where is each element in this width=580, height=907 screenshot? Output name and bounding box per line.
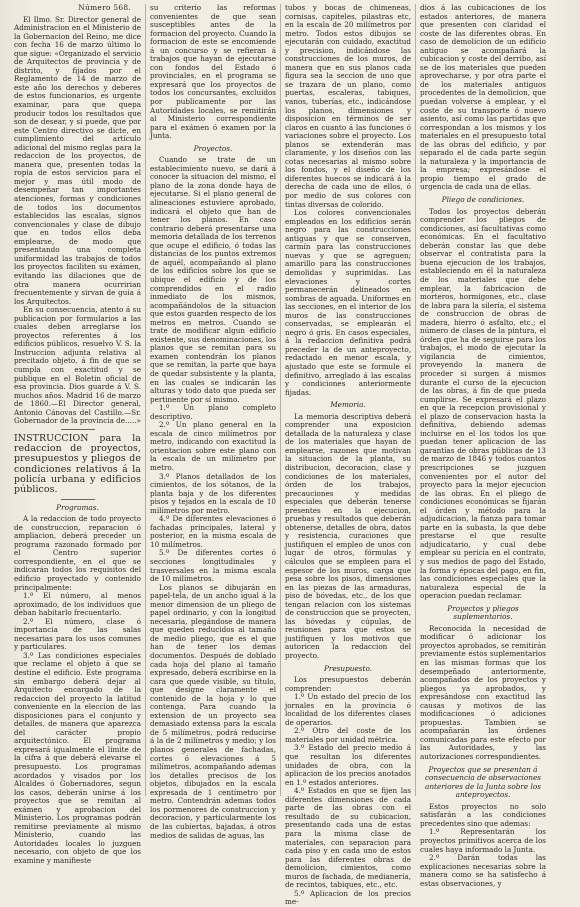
supplementary-paragraph: Reconocida la necesidad de modificar ó adicionar los proyectos aprobados, se remitirán previamente estos suplementarios en las mismas formas que los desempeñado anteriormente, acompañados de los proyectos y pliegos ya aprobados, y expresándose con exactitud las causas y motivos de las modificaciones ó adiciones propuestas. Tambien se acompañarán las órdenes comunicadas para este efecto por las Autoridades, y las autorizaciones correspondientes. [420, 623, 546, 762]
section-heading-programs: Programas. [56, 502, 99, 512]
observations-item-1: 1.º Representarán los proyectos primitivos acerca de los cuales haya informado la Junta. [420, 827, 546, 854]
section-heading-budget: Presupuesto. [323, 663, 373, 673]
budget-continuation: dios á las cubicaciones de los estados anteriores, de manera que presenten con claridad el coste de las diferentes obras. En caso de demolicion de un edificio antiguo se acompañará la cubicacion y coste del derribo, así se de los materiales que pueden aprovecharse, y por otra parte el de los materiales antiguos procedentes de la demolicion, que puedan volverse á emplear, y el coste de su transporte ó nuevo asiento, así como las partidas que correspondan a los mismos y los materiales en el presupuesto total de las obras del edificio, y por separado el de cada parte según la naturaleza y la importancia de la empresa; expresándose el propio tiempo el grado de urgencia de cada una de ellas. [420, 3, 546, 192]
programs-item-2: 2.º El número, clase ó importancia de las salas necesarias para los usos comunes y particulares. [14, 616, 141, 652]
column-2 [145, 3, 280, 840]
observations-intro: Estos proyectos no solo satisfarán a las condiciones precedentes sino que ademas: [420, 801, 546, 828]
document-number: Número 568. [78, 3, 131, 12]
conditions-paragraph: Todos los proyectos deberán comprender los pliegos de condiciones, así facultativas como económicas. En el facultativo deberán constar las que debe observar el contratista para la buena ejecucion de los trabajos, estableciendo en él la naturaleza de los materiales que debe emplear, la fabricacion de morteros, hormigones, etc., clase de labra para la silería, el sistema de construccion de obras de madera, hierro ó asfalto, etc.; el número de clases de la pintura, el órden que ha de seguirse para los trabajos, el modo de ejecutar la vigilancia de cimientos, proveyendo la manera de proceder si surgen á mismos durante el curso de la ejecucion de las obras, á fin de que pueda cumplirse. Se expresará el plazo en que la recepcion provisional y el plazo de conservacion hasta la definitiva, debiendo ademas incluirse en el los todos los que puedan tener aplicacion de las garantías de obras públicas de 13 de marzo de 1846 y todos cuantos prescripciones se juzguen convenientes por el autor del proyecto para la mejor ejecucion de las obras. En el pliego de condiciones económicas se fijarán el órden y método para la adjudicacion, la fianza para tomar parte en la subasta, la que debe prestarse el que resulte adjudicatario, y cual debe emplear su pericia en el contrato, y sus medios de pago del Estado, la forma y épocas del pago, en fin, las condiciones especiales que la naturaleza especial de la operacion puedan reclamar. [420, 206, 546, 601]
projects-paragraph: Cuando se trate de un establecimiento nuevo, se dará á conocer la situacion del mismo, el plano de la zona donde haya de ejecutarse. Si el plano general de alineaciones estuviere aprobado, indicará el objeto que han de tener los planos. En caso contrario deberá presentarse una memoria detallada de los terrenos que ocupe el edificio, ó todas las distancias de los puntos extremos de aquél, acompañando al plano de los edificios sobre los que se ubique el edificio y de los comprendidos en el radio inmediato de los mismos, acompañándolos de la situacion que estos guarden respecto de los metros en metros. Cuando se trate de modificar algun edificio existente, sus denominaciones, los planos que se remitan para su examen contendrán los planos que se remitan, la parte que haya de quedar subsistente y la planta, en las cuales se indicarán las alturas y todo dato que pueda ser pertinente por sí mismo. [150, 155, 277, 404]
budget-item-3: 3.º Estado del precio medio á que resultan los diferentes unidades de obra, con la aplicacion de los precios anotados en 1.º estados anteriores. [285, 743, 411, 787]
column-1 [10, 3, 145, 865]
colors-paragraph: Los colores convencionales empleados en los edificios serán negro para las construcciones antiguas y que se conserven, carmín para las construcciones nuevas y que se agreguen; amarillo para las construcciones demolidas y suprimidas. Las elevaciones y cortes permanecerán delineados en sombras de aguada. Uniformes en las secciones, en el interior de los muros de las construcciones conservadas, se emplearán el negro ó gris. En casos especiales, á la redaccion definitiva podrá preceder la de un anteproyecto, redactado en menor escala, y ajustado que este se formule el definitivo, arreglado á las escalas y condiciones anteriormente fijadas. [285, 208, 411, 397]
memory-paragraph: La memoria descriptiva deberá comprender una exposicion detallada de la naturaleza y clase de los materiales que hayan de emplearse, razones que motivan la situacion de la planta, su distribucion, decoracion, clase y condiciones de los materiales, órden de los trabajos, precauciones y medidas especiales que deberán tenerse presentes en la ejecucion, pruebas y resultados que deberán obtenerse, detalles de obra, datos y resistencia, curaciones que justifiquen el empleo de unos con lugar de otros, fórmulas y cálculos que se empleen para el espesor de los muros, carga que pesa sobre los pisos, dimensiones en las piezas de las armaduras, piso de bóvedas, etc., de los que tengan relacion con los sistemas de construccion que se proyecten, las bóvedas y cúpulas, de reuniones para que estos se justifiquen y los motivos que autoricen la redaccion del proyecto. [285, 411, 411, 661]
programs-item-3: 3.º Las condiciones especiales que reclame el objeto á que se destine el edificio. Este programa sin embargo deberá dejar al Arquitecto encargado de la redaccion del proyecto la latitud conveniente en la eleccion de las disposiciones para el conjunto y detalles, de manera que aparezca del carácter propio arquitectónico. El programa expresará igualmente el límite de la cifra á que deberá elevarse el presupuesto. Los programas acordados y visados por los Alcaldes ó Gobernadores, segun los casos, deberán unirse á los proyectos que se remitan al exámen y aprobacion del Ministerio. Los programas podrán remitirse previamente al mismo Ministerio, cuando las Autoridades locales lo juzguen necesario, con objeto de que los examine y manifieste [14, 650, 141, 865]
projects-item-5: 5.º De diferentes cortes ó secciones longitudinales y trasversales en la misma escala de 10 milímetros. [150, 548, 276, 584]
plans-paragraph: Los planos se dibujarán en papel-tela, de un ancho igual á la menor dimension de un pliego de papel ordinario, y con la longitud necesaria, plegándose de manera que queden reducidos al tamaño de medio pliego, que es el que han de tener los demas documentos. Después de doblado cada hoja del plano al tamaño expresado, deberá escribirse en la cara que quede visible, su título, que designe claramente el contenido de la hoja y lo que contenga. Para cuando la extension de un proyecto sea demasiado extensa para la escala de 5 milímetros, podrá reducirse á la de 2 milímetros y medio; y los planos generales de fachadas, cortes ó elevaciones á 5 milímetros, acompañando ademas los detalles precisos de los objetos, dibujados en la escala expresada de 1 centímetro por metro. Contendrán ademas todos los pormenores de construccion y decoracion, y particularmente los de las cubiertas, bajadas, á otros medios de salidas de aguas, las [150, 582, 276, 840]
section-heading-observations: Proyectos que se presentan á consecuencia de observaciones anteriores de la Junta sobre los anteproyectos. [424, 764, 542, 800]
projects-item-2: 2.º Un plano general en la escala de cinco milímetros por metro, indicando con exactitud la orientacion sobre este plano con la escala de un milímetro por metro. [150, 420, 276, 472]
column-3 [280, 3, 415, 907]
intro-paragraph: El Ilmo. Sr. Director general de Administracion en el Ministerio de la Gobernacion del Reino, me dice con fecha 16 de marzo último lo que sigue: «Organizado el servicio de Arquitectos de provincia y de distrito, y fijados por el Reglamento de 14 de marzo de este año los derechos y deberes de estos funcionarios, es urgente examinar, para que quepa producir todos los resultados que son de desear, y si puede, que por este Centro directivo se dicte, en cumplimiento del artículo adicional del mismo reglas para la redaccion de los proyectos, de manera que, presenten todas la ropia de estos servicios para el mejor y mas útil modo de desempeñar tan importantes atenciones, formas y condiciones de todos los documentos establecidos las escalas, signos convencionales y clase de dibujo que en todos ellos deba emplearse, de modo que presentando una completa uniformidad las trabajos de todos los proyectos faciliten su exámen, evitando las dilaciones que de otra manera ocurririan frecuentemente y sirvan de guia á los Arquitectos. [14, 14, 141, 306]
column-4 [415, 3, 550, 888]
observations-item-2: 2.º Darán todas las explicaciones necesarias sobre la manera como se ha satisfecho á estas observaciones, y [420, 853, 546, 888]
instruction-title [14, 434, 141, 496]
section-heading-conditions: Pliego de condiciones. [441, 195, 525, 205]
section-heading-projects: Proyectos. [193, 143, 233, 153]
budget-item-2: 2.º Otro del coste de los materiales por unidad métrica. [285, 726, 411, 744]
resolution-paragraph: En su consecuencia, atento á su publicacion por formularios a las cuales deben arreglarse los proyectos referentes á los edificios públicos, resuelvo V. S. la Instruccion adjunta relativa al precitado objeto, á fin de que se cumpla con exactitud y se publique en el Boletin oficial de esa provincia. Dios guarde á V. S. muchos años. Madrid 16 de marzo de 1860.—El Director general, Antonio Cánovas del Castillo.—Sr. Gobernador de la provincia de.....» [14, 305, 141, 426]
budget-item-5: 5.º Aplicacion de los precios me- [285, 888, 411, 907]
plans-continuation: tubos y bocas de chimeneas, cornisas, capiteles, pilastras etc, en la escala de 20 milímetros por metro. Todos estos dibujos se ejecutarán con cuidado, exactitud y precision, indicándose las construcciones de los muros, de manera que en sus planos cada figura sea la seccion de uno que se trazara de un plano, como puertas, escaleras, tabiques, vanos, tuberías, etc., indicándose los planos, dimensiones y disposicion en términos de ser claros en cuanto á las funciones ó variaciones sobre el proyecto. Los planos se extenderán mas claramente, y los diseños con las cotas necesarias al mismo sobre los fondos, y el diseño de los diferentes huecos se indicará á la derecha de cada uno de ellos, ó por medio de sus colores con tintas diversas de colorido. [285, 3, 411, 209]
divider [61, 429, 95, 430]
programs-continuation: su criterio las reformas convenientes de que sean susceptibles antes de la formacion del proyecto. Cuando la formacion de este se encomiende á un concurso y se refieran á trabajos que hayan de ejecutarse con fondos del Estado ó provinciales, en el programa se expresará que los proyectos de todos los concursantes, excluidos por publicamente por las Autoridades locales, se remitirán al Ministerio correspondiente para el exámen ó examen por la Junta. [150, 3, 276, 141]
projects-item-3: 3.º Planos detallados de los cimientos, de los sótanos, de la planta baja y de los diferentes pisos y tejados en la escala de 10 milímetros por metro. [150, 471, 276, 515]
instruction-title-word: INSTRUCCION [14, 432, 89, 444]
programs-item-1: 1.º El número, al menos aproximado, de los individuos que deban habitarlo frecuentarlo. [14, 591, 141, 618]
instruction-title-rest: para la redaccion de proyectos, presupuestos y pliegos de condiciones relativos á la policía urbana y edificios públicos. [14, 432, 141, 496]
divider [61, 499, 95, 500]
budget-intro: Los presupuestos deberán comprender: [285, 675, 411, 693]
section-heading-supplementary: Proyectos y pliegos suplementarios. [447, 603, 519, 622]
budget-item-4: 4.º Estados en que se fijen las diferentes dimensiones de cada parte de las obras con el resultado de su cubicacion, presentando cada una de estas para la misma clase de materiales, con separacion para cada piso y en cada uno de estos para las diferentes obras de demolicion, cimientos, como muros de fachada, de medianería, de recintos, tabiques, etc., etc. [285, 786, 411, 890]
programs-paragraph: A la redaccion de todo proyecto de construccion, reparacion ó ampliacion, deberá preceder un programa razonado formado por el Centro superior correspondiente, en el que se indicarán todos los requisitos del edificio proyectado y contenido principalmente: [14, 514, 141, 592]
projects-item-1: 1.º Un plano completo descriptivo. [150, 403, 276, 421]
section-heading-memory: Memoria. [330, 400, 366, 410]
projects-item-4: 4.º De diferentes elevaciones ó fachadas principales, lateral y posterior, en la misma escala de 10 milímetros. [150, 514, 276, 549]
budget-item-1: 1.º Un estado del precio de los jornales en la provincia ó localidad de los diferentes clases de operarios. [285, 692, 411, 727]
columns [10, 3, 572, 907]
